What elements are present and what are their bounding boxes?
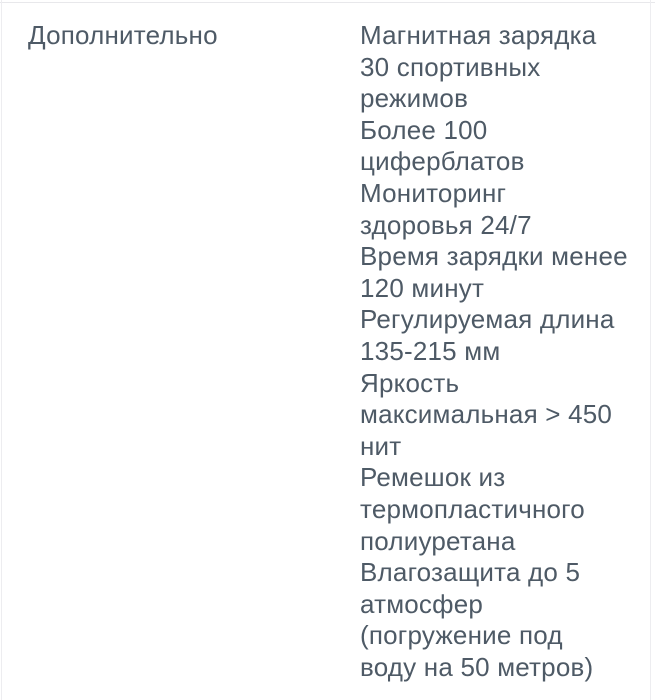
spec-value	[360, 20, 650, 683]
spec-value-line: воду на 50 метров)	[360, 651, 594, 682]
spec-value-line: (погружение под	[360, 620, 563, 651]
spec-value-line: циферблатов	[360, 146, 525, 177]
spec-value-line: Мониторинг	[360, 177, 507, 208]
spec-value-line: режимов	[360, 83, 469, 114]
card-left-border	[1, 0, 2, 700]
spec-value-line: Время зарядки менее	[360, 241, 628, 272]
spec-value-line: Яркость	[360, 367, 460, 398]
spec-label: Дополнительно	[28, 20, 218, 50]
spec-value-line: Магнитная зарядка	[360, 20, 597, 50]
spec-value-line: 120 минут	[360, 272, 485, 303]
card-right-border	[650, 0, 651, 700]
spec-value-line: Влагозащита до 5	[360, 557, 581, 588]
row-top-border	[0, 2, 655, 3]
spec-value-line: атмосфер	[360, 588, 484, 619]
spec-value-line: Более 100	[360, 114, 488, 145]
spec-value-line: здоровья 24/7	[360, 209, 532, 240]
spec-value-line: максимальная > 450	[360, 399, 613, 430]
spec-value-line: Ремешок из	[360, 462, 506, 493]
spec-value-line: полиуретана	[360, 525, 516, 556]
spec-value-line: Регулируемая длина	[360, 304, 615, 335]
spec-value-line: 135-215 мм	[360, 335, 501, 366]
spec-value-line: термопластичного	[360, 493, 585, 524]
spec-value-line: 30 спортивных	[360, 51, 541, 82]
spec-value-line: нит	[360, 430, 402, 461]
